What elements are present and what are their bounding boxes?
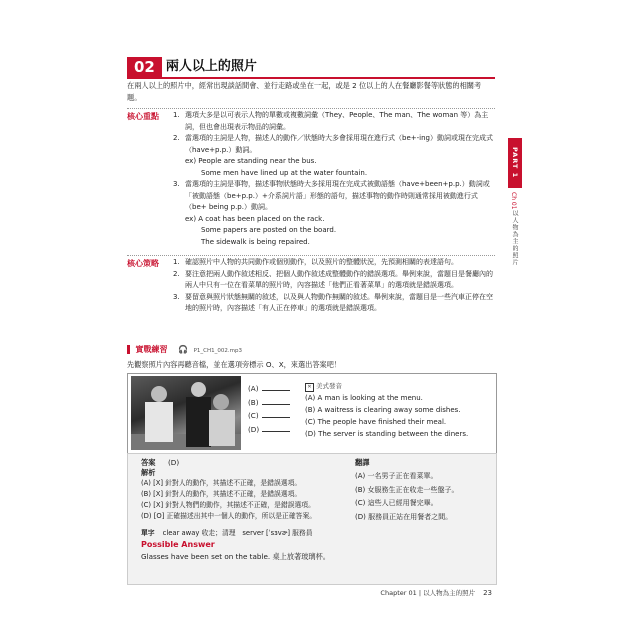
divider — [127, 255, 495, 256]
chapter-tab: Ch 01 — [510, 192, 517, 210]
core-points-content — [173, 110, 495, 248]
page-footer — [380, 588, 492, 597]
practice-header — [127, 344, 495, 356]
core-point-1: 1. 選項大多是以可表示人物的單數或複數詞彙（They、People、The man、The woman 等）為主詞，但也會出現表示物品的詞彙。 — [173, 111, 489, 131]
possible-answer-text: Glasses have been set on the table. 桌上放著玻璃杯。 — [141, 552, 330, 561]
translation-label: 翻譯 — [355, 458, 370, 467]
audio-options — [305, 380, 468, 440]
translation-b: (B) 女服務生正在收走一些盤子。 — [355, 485, 459, 494]
strategy-1: 1. 確認照片中人物的共同動作或個別動作，以及照片的整體狀況，先預測相關的表達語句。 — [173, 258, 458, 266]
explanation-label: 解析 — [141, 468, 156, 477]
core-points-label: 核心重點 — [127, 112, 159, 121]
translation-a: (A) 一名男子正在看菜單。 — [355, 472, 438, 480]
flag-icon: ✕ — [305, 383, 314, 392]
divider — [127, 108, 495, 109]
core-strategy-content — [173, 257, 495, 315]
section-title: 兩人以上的照片 — [165, 59, 257, 74]
core-point-2: 2. 當選項的主詞是人物，描述人的動作／狀態時大多會採用現在進行式（be+-ing）動詞或現在完成式（have+p.p.）動詞。 — [173, 134, 493, 154]
section-number: 02 — [127, 57, 162, 77]
blank-d[interactable]: (D) — [248, 423, 290, 437]
vocabulary — [141, 527, 313, 537]
answer-value: (D) — [168, 458, 180, 467]
example-2c: The sidewalk is being repaired. — [201, 237, 310, 246]
accent-label: ✕ 美式發音 — [305, 380, 468, 392]
blank-a[interactable]: (A) — [248, 382, 290, 396]
option-b: (B) A waitress is clearing away some dishes. — [305, 406, 461, 414]
answer-blanks — [248, 382, 290, 436]
headphones-icon[interactable]: 🎧 — [178, 345, 189, 354]
translation-c: (C) 這些人已經用餐完畢。 — [355, 499, 438, 507]
audio-file-label[interactable]: P1_CH1_002.mp3 — [193, 348, 242, 354]
restaurant-photo — [131, 376, 241, 450]
section-header — [127, 57, 495, 79]
strategy-3: 3. 要留意與照片狀態無關的敘述，以及與人物動作無關的敘述。舉例來說，當題目是一些汽車正停在空地的照片時，內容描述「有人正在停車」的選項就是錯誤選項。 — [173, 292, 493, 312]
option-d: (D) The server is standing between the diners. — [305, 430, 469, 438]
chapter-subtitle: 以人物為主的照片 — [511, 210, 518, 266]
explanation-a: (A) [X] 針對人的動作，其描述不正確，是錯誤選項。 — [141, 479, 302, 487]
translation-d: (D) 服務員正站在用餐者之間。 — [355, 512, 453, 521]
practice-marker — [127, 345, 130, 354]
page-number: 23 — [483, 589, 492, 597]
explanation-list — [141, 478, 316, 522]
strategy-2: 2. 要注意把兩人動作敘述相反、把個人動作敘述成整體動作的錯誤選項。舉例來說，當題目是餐廳內的兩人中只有一位在看菜單的照片時，內容描述「他們正看著菜單」的選項就是錯誤選項。 — [173, 269, 493, 289]
practice-instruction: 先觀察照片內容再聽音檔，並在選項旁標示 O、X，來選出答案吧！ — [127, 360, 342, 369]
example-2b: Some papers are posted on the board. — [201, 226, 337, 234]
example-1: ex) People are standing near the bus. — [185, 157, 317, 165]
possible-answer-label: Possible Answer — [141, 540, 215, 549]
intro-paragraph: 在兩人以上的照片中，經常出現談話間會、並行走路或坐在一起，或是 2 位以上的人在餐廳影餐等狀態的相關考題。 — [127, 81, 482, 102]
practice-label: 實戰練習 — [135, 345, 168, 354]
explanation-c: (C) [X] 針對人物們的動作，其描述不正確，是錯誤選項。 — [141, 501, 315, 509]
part-tab: PART 1 — [508, 138, 522, 188]
translation-list — [355, 470, 459, 524]
example-2: ex) A coat has been placed on the rack. — [185, 214, 325, 223]
vocab-text: clear away 收走；清理 server [ˈsɜvɚ] 服務員 — [162, 529, 313, 537]
answer-label: 答案 — [141, 458, 156, 467]
blank-b[interactable]: (B) — [248, 396, 290, 410]
option-c: (C) The people have finished their meal. — [305, 418, 447, 426]
core-point-3: 3. 當選項的主詞是事物，描述事物狀態時大多採用現在完成式被動語態（have+been+p.p.）動詞或「被動語態（be+p.p.）+介系詞片語」形態的語句，描述事物的動作時則通常採用被動進行式（be+ being p.p.）動詞。 — [173, 180, 490, 211]
core-strategy-label: 核心策略 — [127, 259, 159, 268]
vocab-label: 單字 — [141, 529, 155, 537]
option-a: (A) A man is looking at the menu. — [305, 394, 423, 402]
blank-c[interactable]: (C) — [248, 409, 290, 423]
explanation-d: (D) [O] 正確描述出其中一個人的動作，所以是正確答案。 — [141, 512, 317, 520]
explanation-b: (B) [X] 針對人的動作，其描述不正確，是錯誤選項。 — [141, 490, 302, 498]
example-1b: Some men have lined up at the water fountain. — [201, 168, 368, 177]
footer-chapter: Chapter 01 | 以人物為主的照片 — [380, 589, 476, 597]
